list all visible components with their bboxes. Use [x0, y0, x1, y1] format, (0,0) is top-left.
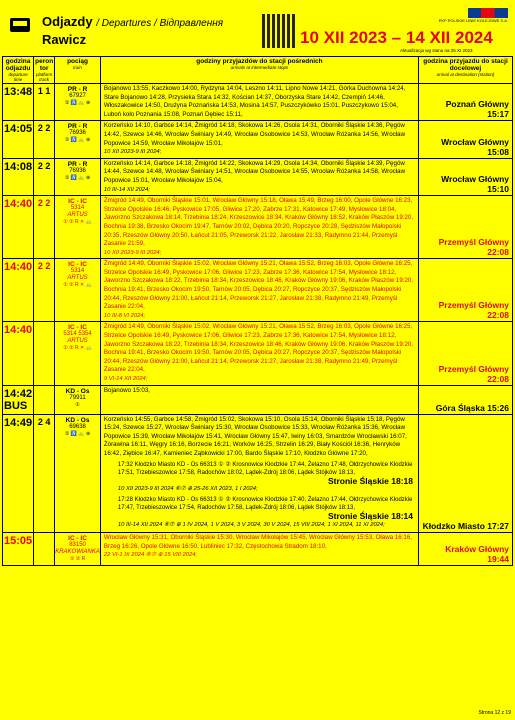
validity-note: 10 III-14 XII 2024;: [103, 186, 150, 193]
intermediate-stops: Żmigród 14:49, Oborniki Śląskie 15:02, Wrocław Główny 15:21, Oława 15:52, Brzeg 16:03, Opole Główne 16:25, Strzelce Opolskie 16:49, Pyskowice 17:06, Gliwice 17:23, Zabrze 17:36, Katowice 17:54, Mysłowice 18:12, Jaworzno Szczakowa 18:22, Trzebinia 18:34, Krzeszowice 18:46, Kraków Główny 19:06, Kraków Płaszów 19:20, Bochnia 19:41, Brzesko Okocim 19:50, Tarnów 20:05, Dębica 20:27, Ropczyce 20:37, Sędziszów Małopolski 20:44, Rzeszów Główny 21:00, Łańcut 21:14, Przeworsk 21:27, Jarosław 21:38, Radymno 21:49, Przemyśl Zasanie 22:04,: [103, 260, 414, 311]
platform: 2 2: [34, 121, 55, 158]
table-row: [3, 84, 513, 121]
col-platform: peron tor platform track: [35, 58, 54, 82]
departure-time: 14:05: [3, 121, 34, 158]
platform: [34, 385, 55, 414]
validity-dates: 10 XII 2023 – 14 XII 2024: [300, 28, 493, 47]
validity-note: 10 XII 2023-9 III 2024;: [103, 149, 162, 156]
col-stops: godziny przyjazdów do stacji pośrednich arrivals at intermediate stops: [100, 57, 418, 84]
validity-note: 10 XII 2023-9 III 2024;: [103, 249, 162, 256]
platform: 2 2: [34, 158, 55, 195]
station-name: Rawicz: [42, 32, 87, 47]
departure-time: 14:40: [3, 322, 34, 385]
destination: Przemyśl Główny 22:08: [419, 322, 513, 385]
table-row: [3, 196, 513, 259]
departures-table: [2, 56, 513, 566]
table-row: [3, 121, 513, 158]
destination: Poznań Główny 15:17: [419, 84, 513, 121]
destination: Góra Śląska 15:26: [419, 385, 513, 414]
intermediate-stops: Bojanowo 13:55, Kaczkowo 14:00, Rydzyna 14:04, Leszno 14:11, Lipno Nowe 14:21, Górka Duchowna 14:24, Stare Bojanowo 14:28, Przysieka Stara 14:32, Kościan 14:37, Oborzyska Stare 14:42, Czempiń 14:46, Włoszakowice 14:50, Drużyna Poznańska 14:53, Mosina 14:57, Puszczykówko 15:01, Puszczykowo 15:04, Luboń koło Poznania 15:08, Poznań Dębiec 15:11,: [103, 85, 406, 118]
qr-code-icon[interactable]: [262, 14, 296, 48]
destination: Wrocław Główny 15:08: [419, 121, 513, 158]
table-row: [3, 414, 513, 532]
platform: 2 2: [34, 259, 55, 322]
destination: Przemyśl Główny 22:08: [419, 196, 513, 259]
departure-time: 13:48: [3, 84, 34, 121]
intermediate-stops: Bojanowo 15:03,: [103, 386, 150, 394]
platform: 1 1: [34, 84, 55, 121]
table-row: [3, 532, 513, 565]
train-icon: [10, 18, 30, 32]
platform: 2 2: [34, 196, 55, 259]
connection-1: 17:32 Kłodzko Miasto KD - Os 66313 ① ② Krosnowice Kłodzkie 17:44, Żelazno 17:48, Ołdrzychowice Kłodzkie 17:51, Trzebieszowice 17:58, Radochów 18:02, Lądek-Zdrój 18:06, Lądek Stójków 18:13, Stronie Śląskie 18:18 10 XII 2023-9 III 2024 ⑥⑦ ⊕ 25-26 XII 2023, 1 I 2024;: [117, 461, 413, 493]
intermediate-stops: Wrocław Główny 15:31, Oborniki Śląskie 15:30, Wrocław Mikołajów 15:45, Wrocław Główny 15:53, Oława 16:16, Brzeg 16:26, Opole Główne 16:50, Lubliniec 17:32, Częstochowa Stradom 18:10,: [103, 533, 413, 550]
validity-note: 9 VI-14 XII 2024;: [103, 376, 148, 382]
table-row: [3, 259, 513, 322]
page-title: Odjazdy / Departures / Відправлення: [42, 14, 224, 29]
train-info: IC - IC 83150 KRAKOWIANKA ① ② R: [55, 532, 101, 565]
train-info: KD - Os 79911 ①: [55, 385, 101, 414]
departure-time: 14:08: [3, 158, 34, 195]
table-row: [3, 322, 513, 385]
intermediate-stops: Korzeńsko 14:14, Garbce 14:18, Żmigród 14:22, Skokowa 14:29, Osola 14:34, Oborniki Śląskie 14:39, Pęgów 14:44, Szewce 14:48, Wrocław Świniary 14:51, Wrocław Osobowice 14:55, Wrocław Różanka 14:58, Wrocław Popowice 15:01, Wrocław Mikołajów 15:04,: [103, 159, 406, 184]
intermediate-stops: Żmigród 14:49, Oborniki Śląskie 15:02, Wrocław Główny 15:21, Oława 15:52, Brzeg 16:03, Opole Główne 16:25, Strzelce Opolskie 16:49, Pyskowice 17:06, Gliwice 17:23, Zabrze 17:36, Katowice 17:54, Mysłowice 18:12, Jaworzno Szczakowa 18:22, Trzebinia 18:34, Krzeszowice 18:46, Kraków Główny 19:06, Kraków Płaszów 19:20, Bochnia 19:41, Brzesko Okocim 19:50, Tarnów 20:05, Dębica 20:27, Ropczyce 20:37, Sędziszów Małopolski 20:44, Rzeszów Główny 21:00, Łańcut 21:14, Przeworsk 21:27, Jarosław 21:38, Radymno 21:49, Przemyśl Zasanie 22:04,: [103, 323, 414, 374]
destination: Wrocław Główny 15:10: [419, 158, 513, 195]
platform: [34, 532, 55, 565]
departure-time: 15:05: [3, 532, 34, 565]
col-destination: godzina przyjazdu do stacji docelowej arrival at destination (station): [419, 57, 513, 84]
col-time: godzina odjazdu departure time: [3, 57, 34, 84]
train-info: PR - R 76936 ① ♿ 🚲 ⊕: [55, 158, 101, 195]
platform: [34, 322, 55, 385]
connection-2: 17:28 Kłodzko Miasto KD - Os 66313 ① ② Krosnowice Kłodzkie 17:40, Żelazno 17:44, Ołdrzychowice Kłodzkie 17:47, Trzebieszowice 17:54, Radochów 17:58, Lądek-Zdrój 18:06, Lądek Stójków 18:13, Stronie Śląskie 18:14 10 III-14 XII 2024 ⑥⑦ ⊕ 1 IV 2024, 1 V 2024, 3 V 2024, 30 V 2024, 15 VIII 2024, 1 XI 2024, 11 XI 2024;: [117, 496, 413, 528]
intermediate-stops: Żmigród 14:49, Oborniki Śląskie 15:01, Wrocław Główny 15:18, Oława 15:49, Brzeg 16:00, Opole Główne 16:23, Strzelce Opolskie 16:46, Pyskowice 17:05, Gliwice 17:20, Zabrze 17:31, Katowice 17:49, Mysłowice 18:04, Jaworzno Szczakowa 18:14, Trzebinia 18:24, Krzeszowice 18:34, Kraków Główny 18:52, Kraków Płaszów 19:20, Bochnia 19:38, Brzesko Okocim 19:47, Tarnów 20:02, Dębica 20:20, Ropczyce 20:28, Sędziszów Małopolski 20:35, Rzeszów Główny 20:50, Łańcut 21:05, Przeworsk 21:22, Jarosław 21:33, Radymno 21:44, Przemyśl Zasanie 21:59,: [103, 197, 414, 248]
validity-note: 10 III-8 VI 2024;: [103, 312, 146, 319]
header: [0, 0, 515, 56]
col-train: pociąg train: [55, 57, 101, 84]
intermediate-stops: Korzeńsko 14:55, Garbce 14:58, Żmigród 15:02, Skokowa 15:10, Osola 15:14, Oborniki Śląskie 15:18, Pęgów 15:24, Szewce 15:27, Wrocław Świniary 15:30, Wrocław Osobowice 15:33, Wrocław Różanka 15:36, Wrocław Popowice 15:39, Wrocław Mikołajów 15:41, Wrocław Główny 15:47, Iwiny 16:03, Smardzów Wrocławski 16:07, Żórawina 16:11, Węgry 16:16, Borzecie 16:21, Worków 16:25, Strzelin 16:29, Biały Kościół 16:36, Henryków 16:42, Ziębice 16:47, Kamieniec Ząbkowicki 17:00, Bardo Śląskie 17:10, Kłodzko Główne 17:20,: [103, 415, 407, 457]
platform: 2 4: [34, 414, 55, 532]
train-info: IC - IC 5314 ARTUS ① ② R ✕ 🚲: [55, 259, 101, 322]
departure-time: 14:40: [3, 259, 34, 322]
departure-time: 14:42 BUS: [3, 385, 34, 414]
train-info: IC - IC 5314 5354 ARTUS ① ② R ✕ 🚲: [55, 322, 101, 385]
train-info: KD - Os 69638 ① ♿ 🚲 ⊕: [55, 414, 101, 532]
intermediate-stops: Korzeńsko 14:10, Garbce 14:14, Żmigród 14:18, Skokowa 14:26, Osola 14:31, Oborniki Śląskie 14:36, Pęgów 14:42, Szewce 14:46, Wrocław Świniary 14:49, Wrocław Osobowice 14:53, Wrocław Różanka 14:56, Wrocław Popowice 14:59, Wrocław Mikołajów 15:01,: [103, 122, 406, 147]
table-row: [3, 158, 513, 195]
departure-time: 14:49: [3, 414, 34, 532]
page-number: Strona 12 z 19: [478, 710, 511, 716]
departure-time: 14:40: [3, 196, 34, 259]
train-info: IC - IC 5314 ARTUS ① ② R ✕ 🚲: [55, 196, 101, 259]
update-note: Aktualizacja wg stanu na 25 XI 2023: [400, 48, 473, 53]
pkp-logo: PKP POLSKIE LINIE KOLEJOWE S.A.: [428, 8, 508, 23]
destination: Kłodzko Miasto 17:27: [419, 414, 513, 532]
table-row: [3, 385, 513, 414]
train-info: PR - R 76936 ① ♿ 🚲 ⊕: [55, 121, 101, 158]
train-info: PR - R 67927 ① ♿ 🚲 ⊕: [55, 84, 101, 121]
destination: Przemyśl Główny 22:08: [419, 259, 513, 322]
destination: Kraków Główny 19:44: [419, 532, 513, 565]
validity-note: 22 VI-1 IX 2024 ⑥⑦ ⊕ 15 VIII 2024;: [103, 552, 198, 559]
